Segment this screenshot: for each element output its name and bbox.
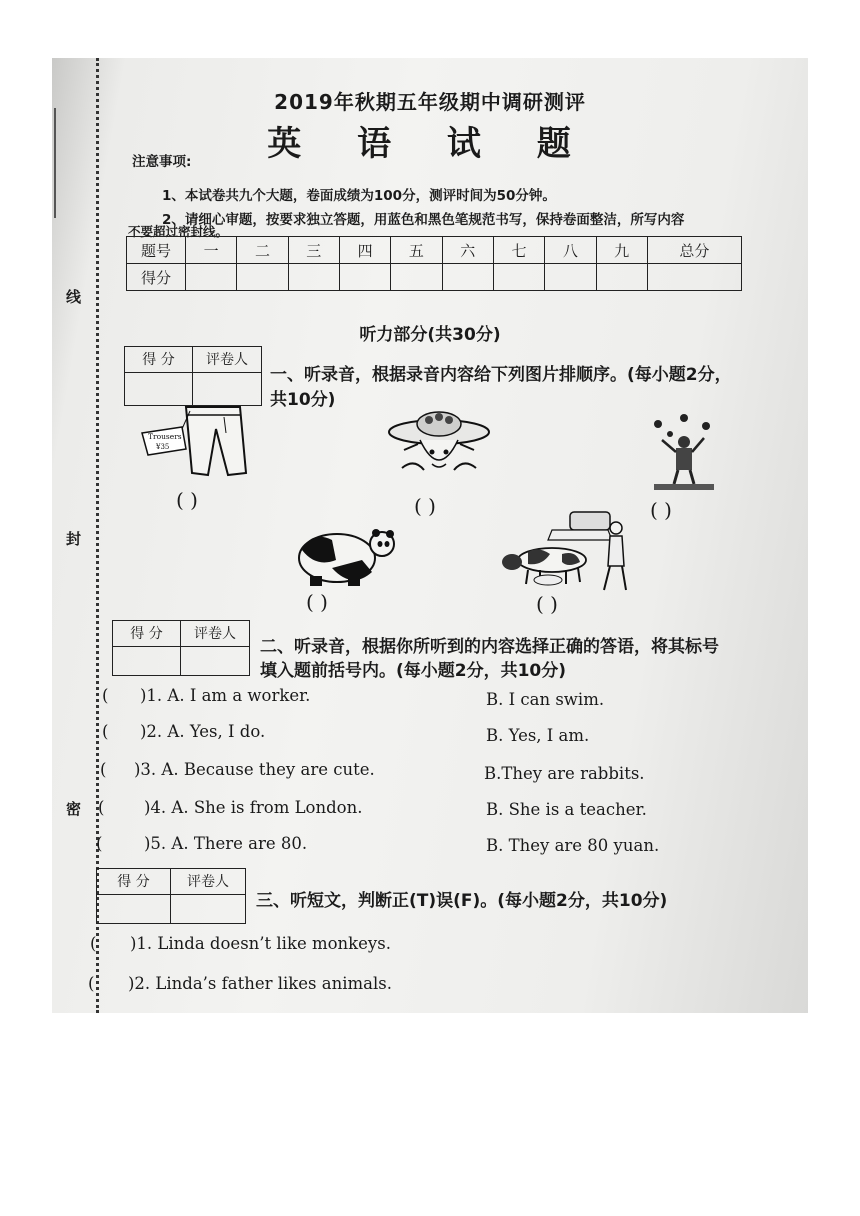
grader-score-label: 得 分 xyxy=(113,621,181,647)
score-col-total: 总分 xyxy=(647,237,741,264)
score-cell[interactable] xyxy=(391,264,442,291)
grader-score-cell[interactable] xyxy=(125,373,193,405)
grader-box-1 xyxy=(124,346,262,406)
q2-5-paren[interactable]: ( xyxy=(96,834,103,853)
score-col-5: 五 xyxy=(391,237,442,264)
q3-1-text: )1. Linda doesn’t like monkeys. xyxy=(130,934,391,953)
score-cell[interactable] xyxy=(596,264,647,291)
grader-score-cell[interactable] xyxy=(113,647,181,675)
section2-heading-cont: 填入题前括号内。(每小题2分，共10分) xyxy=(260,661,567,681)
q2-4-paren[interactable]: ( xyxy=(98,798,105,817)
answer-paren-2[interactable]: ( ) xyxy=(414,494,436,518)
q2-3-option-b: B.They are rabbits. xyxy=(484,764,645,783)
q2-1-paren[interactable]: ( xyxy=(102,686,109,705)
score-col-7: 七 xyxy=(493,237,544,264)
score-col-1: 一 xyxy=(186,237,237,264)
panda-picture xyxy=(292,520,402,590)
score-cell[interactable] xyxy=(647,264,741,291)
score-cell[interactable] xyxy=(442,264,493,291)
q2-5-option-a: )5. A. There are 80. xyxy=(144,834,308,853)
trousers-tag-price: ¥35 xyxy=(156,443,170,451)
grader-name-label: 评卷人 xyxy=(193,347,261,373)
q3-2-paren[interactable]: ( xyxy=(88,974,95,993)
q2-3-option-a: )3. A. Because they are cute. xyxy=(134,760,375,779)
section3-heading: 三、听短文，判断正(T)误(F)。(每小题2分，共10分) xyxy=(256,891,668,911)
q3-1-paren[interactable]: ( xyxy=(90,934,97,953)
score-col-8: 八 xyxy=(545,237,596,264)
score-table-row-label: 得分 xyxy=(127,264,186,291)
listening-title: 听力部分(共30分) xyxy=(359,325,501,345)
farm-picture xyxy=(492,506,632,598)
grader-box-2 xyxy=(112,620,250,676)
grader-name-cell[interactable] xyxy=(181,647,249,675)
grader-name-label: 评卷人 xyxy=(181,621,249,647)
q2-1-option-a: )1. A. I am a worker. xyxy=(140,686,311,705)
score-cell[interactable] xyxy=(186,264,237,291)
exam-photo xyxy=(52,58,808,1013)
notes-item-2-cont: 不要超过密封线。 xyxy=(128,224,229,239)
q2-2-option-b: B. Yes, I am. xyxy=(486,726,590,745)
q2-2-option-a: )2. A. Yes, I do. xyxy=(140,722,266,741)
exam-title: 英 语 试 题 xyxy=(267,124,593,164)
score-table-header-label: 题号 xyxy=(127,237,186,264)
q2-1-option-b: B. I can swim. xyxy=(486,690,605,709)
grader-name-cell[interactable] xyxy=(171,895,245,923)
side-label-seal: 封 xyxy=(66,530,82,548)
hat-girl-picture xyxy=(384,410,494,490)
score-cell[interactable] xyxy=(545,264,596,291)
score-cell[interactable] xyxy=(237,264,288,291)
notes-label: 注意事项: xyxy=(132,154,192,170)
answer-paren-3[interactable]: ( ) xyxy=(650,498,672,522)
notes-item-2: 2、请细心审题，按要求独立答题，用蓝色和黑色笔规范书写，保持卷面整洁，所写内容 xyxy=(162,212,685,228)
grader-score-label: 得 分 xyxy=(97,869,171,895)
trousers-picture xyxy=(134,403,254,493)
score-cell[interactable] xyxy=(493,264,544,291)
section2-heading: 二、听录音，根据你所听到的内容选择正确的答语，将其标号 xyxy=(260,637,719,657)
q2-4-option-b: B. She is a teacher. xyxy=(486,800,647,819)
section1-heading: 一、听录音，根据录音内容给下列图片排顺序。(每小题2分， xyxy=(270,365,732,385)
score-col-4: 四 xyxy=(339,237,390,264)
juggler-picture xyxy=(644,414,724,494)
q3-2-text: )2. Linda’s father likes animals. xyxy=(128,974,392,993)
q2-5-option-b: B. They are 80 yuan. xyxy=(486,836,660,855)
answer-paren-5[interactable]: ( ) xyxy=(536,592,558,616)
grader-score-label: 得 分 xyxy=(125,347,193,373)
score-cell[interactable] xyxy=(288,264,339,291)
grader-name-cell[interactable] xyxy=(193,373,261,405)
side-label-dense: 密 xyxy=(66,800,82,818)
score-cell[interactable] xyxy=(339,264,390,291)
trousers-tag-text: Trousers xyxy=(148,432,182,441)
grader-box-3 xyxy=(96,868,246,924)
grader-name-label: 评卷人 xyxy=(171,869,245,895)
exam-subtitle: 2019年秋期五年级期中调研测评 xyxy=(274,90,586,114)
score-col-3: 三 xyxy=(288,237,339,264)
q2-2-paren[interactable]: ( xyxy=(102,722,109,741)
answer-paren-1[interactable]: ( ) xyxy=(176,488,198,512)
q2-4-option-a: )4. A. She is from London. xyxy=(144,798,363,817)
q2-3-paren[interactable]: ( xyxy=(100,760,107,779)
notes-item-1: 1、本试卷共九个大题，卷面成绩为100分，测评时间为50分钟。 xyxy=(162,188,556,204)
score-table xyxy=(126,236,742,291)
score-col-9: 九 xyxy=(596,237,647,264)
score-col-2: 二 xyxy=(237,237,288,264)
section1-heading-cont: 共10分) xyxy=(270,390,336,410)
score-col-6: 六 xyxy=(442,237,493,264)
answer-paren-4[interactable]: ( ) xyxy=(306,590,328,614)
side-label-line: 线 xyxy=(66,288,82,306)
grader-score-cell[interactable] xyxy=(97,895,171,923)
